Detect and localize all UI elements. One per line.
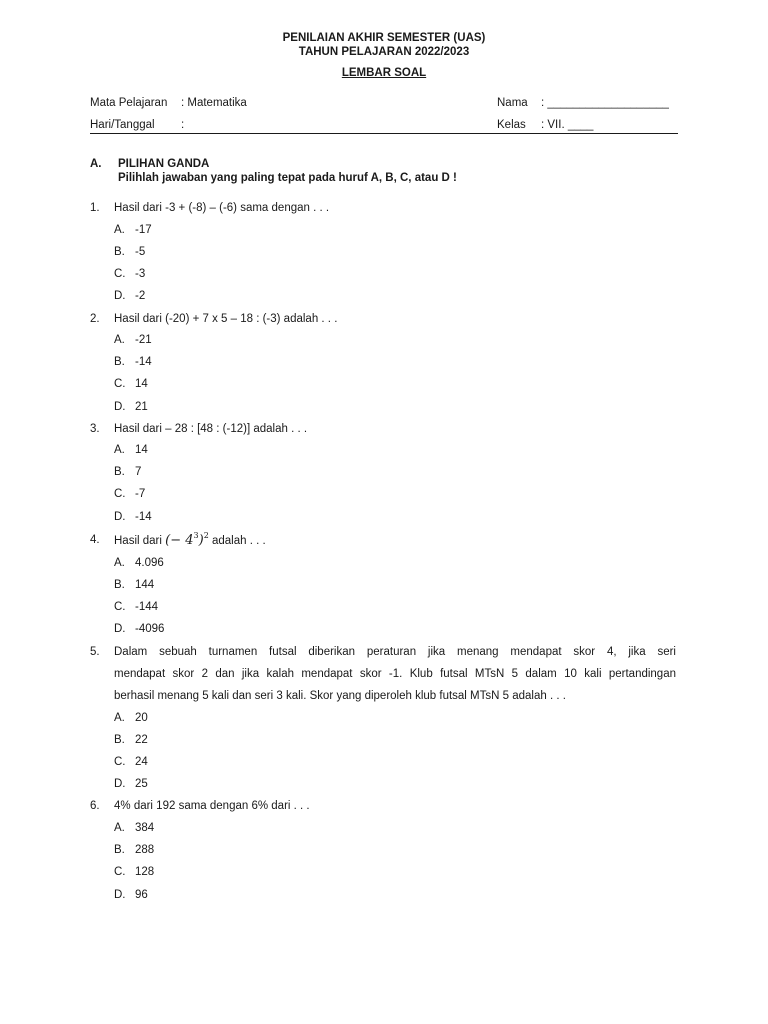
exam-title: PENILAIAN AKHIR SEMESTER (UAS) [282, 32, 486, 44]
section-letter: A. [90, 158, 102, 170]
math-exponent-outer: 2 [203, 531, 209, 540]
option-label: B. [114, 734, 125, 746]
option-value: -2 [135, 290, 146, 302]
option-value: -3 [135, 268, 146, 280]
option-value: 288 [135, 844, 155, 856]
option-label: D. [114, 889, 126, 901]
option-value: -17 [135, 224, 152, 236]
option-value: -14 [135, 511, 152, 523]
option-label: A. [114, 224, 125, 236]
sheet-subtitle [0, 67, 768, 79]
day-date-label: Hari/Tanggal [90, 119, 155, 131]
option-label: D. [114, 290, 126, 302]
option-label: C. [114, 601, 126, 613]
question-number: 4. [90, 534, 100, 546]
option-value: -14 [135, 356, 152, 368]
question-number: 6. [90, 800, 100, 812]
math-open: (− 4 [165, 533, 194, 548]
option-value: 128 [135, 866, 155, 878]
question-text-line: Dalam sebuah turnamen futsal diberikan peraturan jika menang mendapat skor 4, jika seri [114, 646, 676, 658]
option-value: 4.096 [135, 557, 164, 569]
class-field: : VII. ____ [541, 119, 594, 131]
option-label: A. [114, 557, 125, 569]
option-label: A. [114, 712, 125, 724]
option-label: A. [114, 334, 125, 346]
math-exponent-inner: 3 [193, 531, 199, 540]
question-number: 3. [90, 423, 100, 435]
option-label: D. [114, 401, 126, 413]
question-text [114, 531, 266, 548]
name-field: : ___________________ [541, 97, 669, 109]
day-date-value: : [181, 119, 185, 131]
question-text-line: berhasil menang 5 kali dan seri 3 kali. Skor yang diperoleh klub futsal MTsN 5 adalah . . . [114, 690, 566, 702]
option-label: C. [114, 866, 126, 878]
option-label: C. [114, 756, 126, 768]
option-value: 24 [135, 756, 148, 768]
info-divider [90, 133, 678, 134]
option-label: A. [114, 822, 125, 834]
option-value: -7 [135, 488, 146, 500]
question-text: Hasil dari – 28 : [48 : (-12)] adalah . . . [114, 423, 308, 435]
option-value: -144 [135, 601, 159, 613]
question-text: 4% dari 192 sama dengan 6% dari . . . [114, 800, 310, 812]
option-value: 22 [135, 734, 148, 746]
section-instruction: Pilihlah jawaban yang paling tepat pada huruf A, B, C, atau D ! [118, 172, 457, 184]
name-label: Nama [497, 97, 528, 109]
subject-value: : Matematika [181, 97, 247, 109]
option-value: 25 [135, 778, 148, 790]
question-text-before: Hasil dari [114, 535, 162, 547]
option-value: 14 [135, 378, 148, 390]
option-value: -5 [135, 246, 146, 258]
option-value: -21 [135, 334, 152, 346]
option-value: -4096 [135, 623, 165, 635]
option-label: C. [114, 268, 126, 280]
option-label: B. [114, 356, 125, 368]
question-text: Hasil dari -3 + (-8) – (-6) sama dengan . . . [114, 202, 330, 214]
subject-label: Mata Pelajaran [90, 97, 168, 109]
question-number: 5. [90, 646, 100, 658]
question-number: 1. [90, 202, 100, 214]
option-label: B. [114, 246, 125, 258]
question-text-line: mendapat skor 2 dan jika kalah mendapat skor -1. Klub futsal MTsN 5 dalam 10 kali pertandingan [114, 668, 676, 680]
option-label: A. [114, 444, 125, 456]
option-value: 96 [135, 889, 148, 901]
math-close: ) [198, 533, 204, 548]
section-title: PILIHAN GANDA [118, 158, 210, 170]
option-value: 20 [135, 712, 148, 724]
class-label: Kelas [497, 119, 526, 131]
question-text: Hasil dari (-20) + 7 x 5 – 18 : (-3) adalah . . . [114, 313, 338, 325]
question-number: 2. [90, 313, 100, 325]
sheet-subtitle-text: LEMBAR SOAL [341, 67, 427, 79]
option-value: 384 [135, 822, 155, 834]
option-label: D. [114, 623, 126, 635]
option-value: 144 [135, 579, 155, 591]
math-expression [165, 533, 209, 548]
option-label: B. [114, 579, 125, 591]
option-label: D. [114, 778, 126, 790]
option-label: C. [114, 488, 126, 500]
option-value: 7 [135, 466, 142, 478]
option-label: D. [114, 511, 126, 523]
option-label: B. [114, 844, 125, 856]
question-text-after: adalah . . . [211, 535, 266, 547]
option-label: B. [114, 466, 125, 478]
option-label: C. [114, 378, 126, 390]
option-value: 21 [135, 401, 148, 413]
option-value: 14 [135, 444, 148, 456]
academic-year: TAHUN PELAJARAN 2022/2023 [298, 46, 470, 58]
